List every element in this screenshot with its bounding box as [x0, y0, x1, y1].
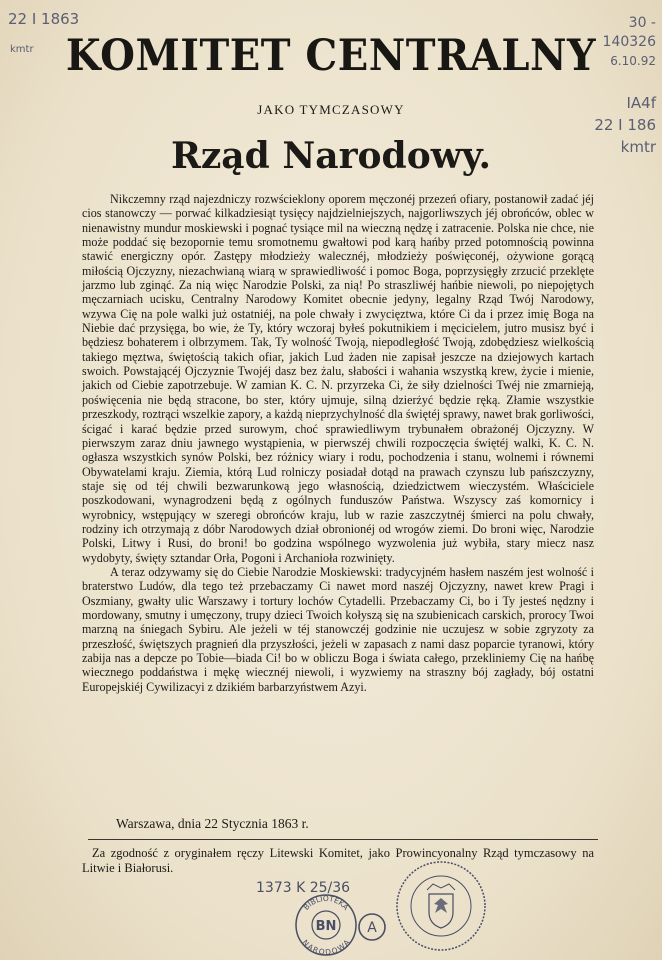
handwritten-date-top-left: 22 I 1863	[8, 10, 80, 28]
eagle-seal-icon	[393, 858, 489, 954]
handwritten-line: 6.10.92	[610, 54, 656, 68]
divider	[88, 839, 598, 840]
paragraph-1: Nikczemny rząd najezdniczy rozwścieklony oporem męczonéj przezeń ofiary, postanowił zadać jéj cios stanowczy — porwać kilkadziesiąt tysięcy najdzielniejszych, najgorliwszych jéj obrońców, oblec w nienawistny mundur moskiewski i pognać tysiące mil na wieczną nędzę i zatracenie. Polska nie chce, nie może poddać się bezopornie temu sromotnemu gwałtowi pod karą hańby przed potomnością powinna stawić energiczny opór. Zastępy młodzieży walecznéj, młodzieży poświęconéj, ożywione gorącą miłością Ojczyzny, niezachwianą wiarą w sprawiedliwość i pomoc Boga, poprzysięgły zrzucić przeklęte jarzmo lub zginąć. Za nią więc Narodzie Polski, za nią! Po straszliwéj hańbie niewoli, po niepojętych męczarniach ucisku, Centralny Narodowy Komitet obecnie jedyny, legalny Rząd Twój Narodowy, wzywa Cię na pole walki już ostatniéj, na pole chwały i zwycięztwa, które Ci da i przez imię Boga na Niebie dać przysięga, bo wie, że Ty, który wczoraj byłeś pokutnikiem i męcicielem, jutro musisz być i będziesz bohaterem i olbrzymem. Tak, Ty wolność Twoją, niepodległość Twoją, zdobędziesz wielkością takiego męztwa, świętością takich ofiar, jakich Lud żaden nie zapisał jeszcze na dziejowych kartach swoich. Powstającéj Ojczyznie Twojéj dasz bez żalu, słabości i wahania wszystką krew, życie i mienie, jakich od Ciebie zapotrzebuje. W zamian K. C. N. przyrzeka Ci, że siły dzielności Twéj nie zmarnieją, poświęcenia nie będą stracone, bo ster, który ujmuje, silną dzierżyć będzie ręką. Złamie wszystkie przeszkody, roztrąci wszelkie zapory, a każdą nieprzychylność dla świętéj sprawy, nawet brak gorliwości, ścigać i karać będzie przed surowym, choć sprawiedliwym trybunałem obrażonéj Ojczyzny. W pierwszym zaraz dniu jawnego wystąpienia, w pierwszéj chwili rozpoczęcia świętéj walki, K. C. N. ogłasza wszystkich synów Polski, bez różnicy wiary i rodu, pochodzenia i stanu, wolnemi i równemi Obywatelami kraju. Ziemia, którą Lud rolniczy posiadał dotąd na prawach czynszu lub pańszczyzny, staje się od téj chwili bezwarunkową jego własnością, dziedzictwem wieczystém. Właściciele poszkodowani, wynagrodzeni będą z ogólnych funduszów Państwa. Wszyscy zaś komornicy i wyrobnicy, wstępujący w szeregi obrońców kraju, lub w razie zaszczytnéj śmierci na polu chwały, rodziny ich otrzymają z dóbr Narodowych dział obronionéj od wrogów ziemi. Do broni więc, Narodzie Polski, Litwy i Rusi, do broni! bo godzina wspólnego wyzwolenia już wybiła, stary miecz nasz wydobyty, święty sztandar Orła, Pogoni i Archanioła rozwinięty.	[82, 192, 594, 565]
handwritten-line: kmtr	[620, 138, 656, 156]
library-stamp-icon	[293, 892, 359, 958]
handwritten-line: IA4f	[626, 94, 656, 112]
document-subtitle: JAKO TYMCZASOWY	[257, 102, 405, 117]
handwritten-line: 30 -	[628, 15, 656, 31]
handwritten-note-top-left: kmtr	[10, 44, 34, 55]
handwritten-line: 22 I 186	[594, 116, 656, 134]
dateline: Warszawa, dnia 22 Stycznia 1863 r.	[116, 816, 309, 831]
stamp-text-bottom: NARODOWA	[300, 937, 352, 957]
certification-note: Za zgodność z oryginałem ręczy Litewski Komitet, jako Prowincyonalny Rząd tymczasowy na Litwie i Białorusi.	[82, 846, 594, 875]
letter-stamp-text: A	[367, 920, 377, 936]
stamp-text-top: BIBLIOTEKA	[301, 893, 351, 912]
document-headline: Rząd Narodowy.	[170, 135, 492, 177]
handwritten-line: 140326	[602, 34, 656, 50]
letter-stamp-icon	[357, 912, 387, 942]
shelf-mark: 1373 K 25/36	[256, 880, 351, 896]
paragraph-2: A teraz odzywamy się do Ciebie Narodzie Moskiewski: tradycyjném hasłem naszém jest wolność i braterstwo Ludów, dla tego też przebaczamy Ci nawet mord naszéj Ojczyzny, nawet krew Pragi i Oszmiany, gwałty ulic Warszawy i tortury lochów Cytadelli. Przebaczamy Ci, bo i Ty jesteś nędzny i mordowany, smutny i umęczony, trupy dzieci Twoich kołyszą się na szubienicach carskich, prorocy Twoi marzną na śniegach Sybiru. Ale jeżeli w téj stanowczéj godzinie nie uczujesz w sobie zgryzoty za przeszłość, świętszych pragnień dla przyszłości, jeżeli w zapasach z nami dasz poparcie tyranowi, który zabija nas a depcze po Tobie—biada Ci! bo w obliczu Boga i świata całego, przekliniemy Cię na hańbę wiecznego poddaństwa i mękę wiecznéj niewoli, i wyzwiemy na straszny bój zagłady, bój ostatni Europejskiéj Cywilizacyi z dzikiém barbarzyństwem Azyi.	[82, 564, 594, 694]
document-title: KOMITET CENTRALNY	[65, 30, 597, 81]
stamp-center-text: BN	[315, 919, 337, 934]
proclamation-body	[82, 192, 594, 694]
